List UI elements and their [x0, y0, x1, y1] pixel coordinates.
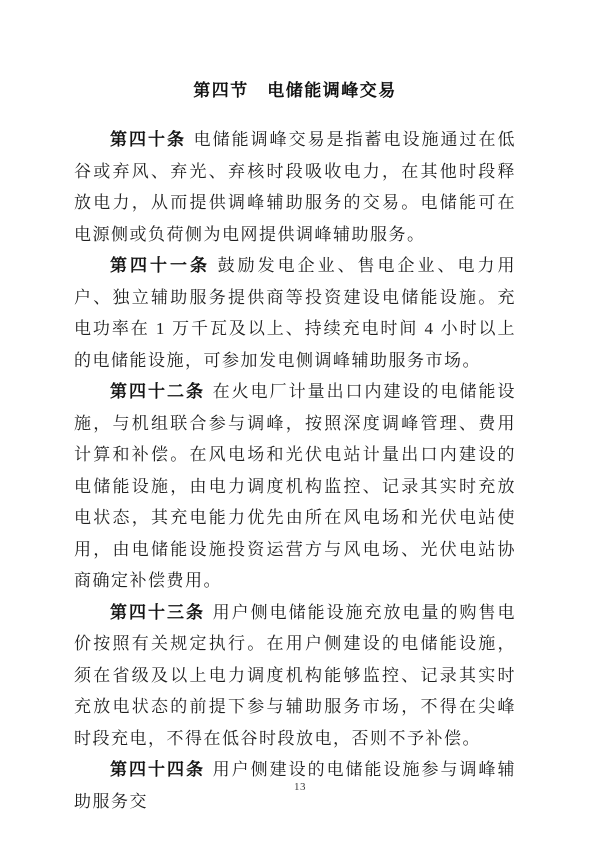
- article-number: 第四十三条: [110, 602, 205, 622]
- article-paragraph: [74, 250, 516, 376]
- article-paragraph: [74, 376, 516, 597]
- article-number: 第四十二条: [110, 382, 205, 401]
- article-text: 用户侧电储能设施充放电量的购售电价按照有关规定执行。在用户侧建设的电储能设施，须在省级及以上电力调度机构能够监控、记录其实时充放电状态的前提下参与辅助服务市场，不得在尖峰时段充电，不得在低谷时段放电，否则不予补偿。: [74, 602, 517, 748]
- article-number: 第四十条: [110, 130, 186, 149]
- section-title: 第四节 电储能调峰交易: [193, 81, 397, 100]
- article-text: 在火电厂计量出口内建设的电储能设施，与机组联合参与调峰，按照深度调峰管理、费用计算和补偿。在风电场和光伏电站计量出口内建设的电储能设施，由电力调度机构监控、记录其实时充放电状态，其充电能力优先由所在风电场和光伏电站使用，由电储能设施投资运营方与风电场、光伏电站协商确定补偿费用。: [74, 382, 517, 590]
- article-number: 第四十一条: [110, 256, 210, 275]
- article-text: 用户侧建设的电储能设施参与调峰辅助服务交: [74, 760, 517, 811]
- article-text: 电储能调峰交易是指蓄电设施通过在低谷或弃风、弃光、弃核时段吸收电力，在其他时段释放电力，从而提供调峰辅助服务的交易。电储能可在电源侧或负荷侧为电网提供调峰辅助服务。: [74, 130, 517, 244]
- page-number: 13: [294, 781, 306, 793]
- article-paragraph: [74, 124, 516, 250]
- document-body: [74, 124, 516, 817]
- article-paragraph: [74, 597, 516, 755]
- article-text: 鼓励发电企业、售电企业、电力用户、独立辅助服务提供商等投资建设电储能设施。充电功率在 1 万千瓦及以上、持续充电时间 4 小时以上的电储能设施，可参加发电侧调峰辅助服务市场。: [74, 256, 517, 370]
- article-number: 第四十四条: [110, 760, 205, 779]
